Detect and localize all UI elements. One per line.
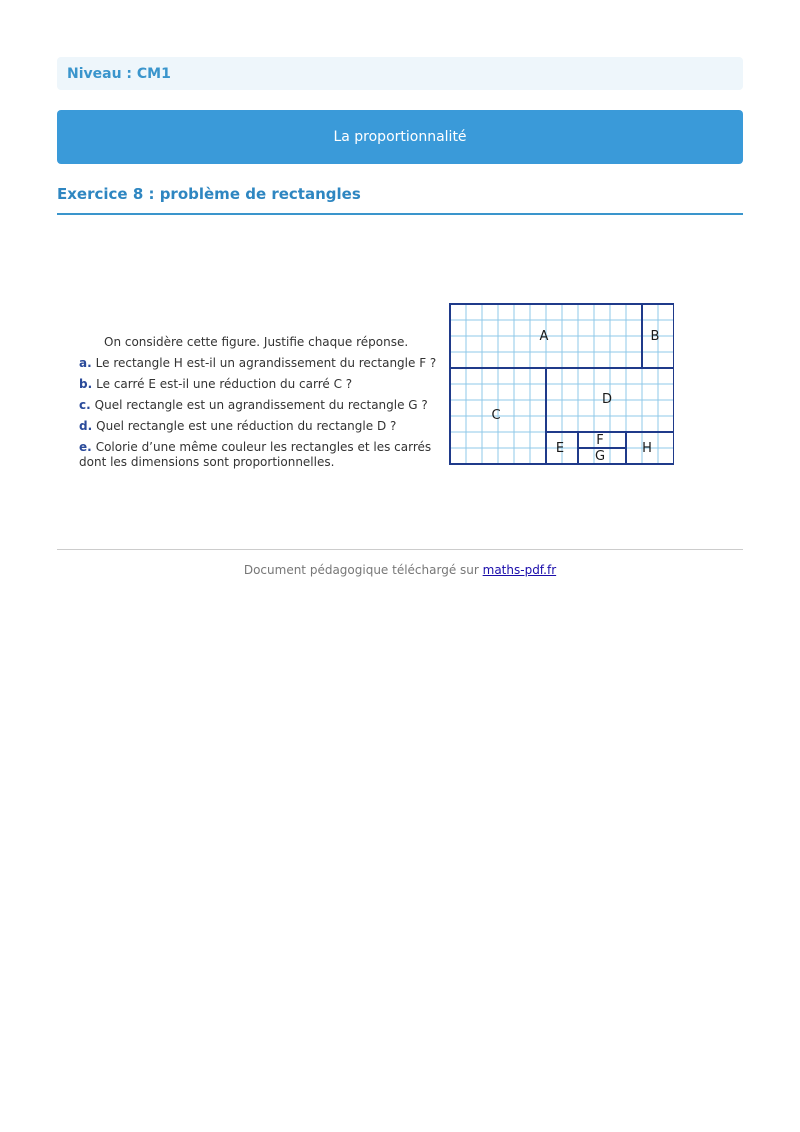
label-f: F bbox=[596, 433, 604, 448]
level-label: Niveau : CM1 bbox=[67, 65, 171, 82]
question-letter: b. bbox=[79, 377, 93, 391]
exercise-title: Exercice 8 : problème de rectangles bbox=[57, 185, 743, 215]
question-letter: c. bbox=[79, 398, 91, 412]
question-letter: a. bbox=[79, 356, 92, 370]
question-text: Le carré E est-il une réduction du carré C ? bbox=[96, 377, 353, 391]
question-item bbox=[75, 395, 445, 416]
label-b: B bbox=[650, 329, 660, 344]
label-h: H bbox=[642, 441, 652, 456]
question-text: Le rectangle H est-il un agrandissement du rectangle F ? bbox=[95, 356, 437, 370]
exercise-image bbox=[75, 300, 680, 470]
label-c: C bbox=[491, 408, 501, 423]
label-d: D bbox=[601, 392, 613, 407]
footer bbox=[57, 549, 743, 577]
question-item bbox=[75, 416, 445, 437]
question-text: Colorie d’une même couleur les rectangles et les carrés dont les dimensions sont proportionnelles. bbox=[79, 440, 432, 469]
question-text: Quel rectangle est une réduction du rectangle D ? bbox=[96, 419, 397, 433]
label-a: A bbox=[539, 329, 549, 344]
question-item bbox=[75, 374, 445, 395]
grid-lines bbox=[450, 304, 674, 464]
level-box bbox=[57, 57, 743, 90]
question-item bbox=[75, 440, 445, 470]
label-g: G bbox=[594, 449, 606, 464]
question-text: Quel rectangle est un agrandissement du rectangle G ? bbox=[94, 398, 428, 412]
label-e: E bbox=[555, 441, 565, 456]
exercise-intro: On considère cette figure. Justifie chaque réponse. bbox=[104, 335, 409, 349]
question-item bbox=[75, 353, 445, 374]
footer-link[interactable]: maths-pdf.fr bbox=[482, 563, 557, 577]
footer-text: Document pédagogique téléchargé sur bbox=[243, 563, 483, 577]
question-letter: d. bbox=[79, 419, 93, 433]
question-list bbox=[75, 332, 445, 470]
question-letter: e. bbox=[79, 440, 92, 454]
page-title: La proportionnalité bbox=[333, 129, 467, 145]
rectangles-figure bbox=[449, 303, 674, 465]
title-banner bbox=[57, 110, 743, 164]
